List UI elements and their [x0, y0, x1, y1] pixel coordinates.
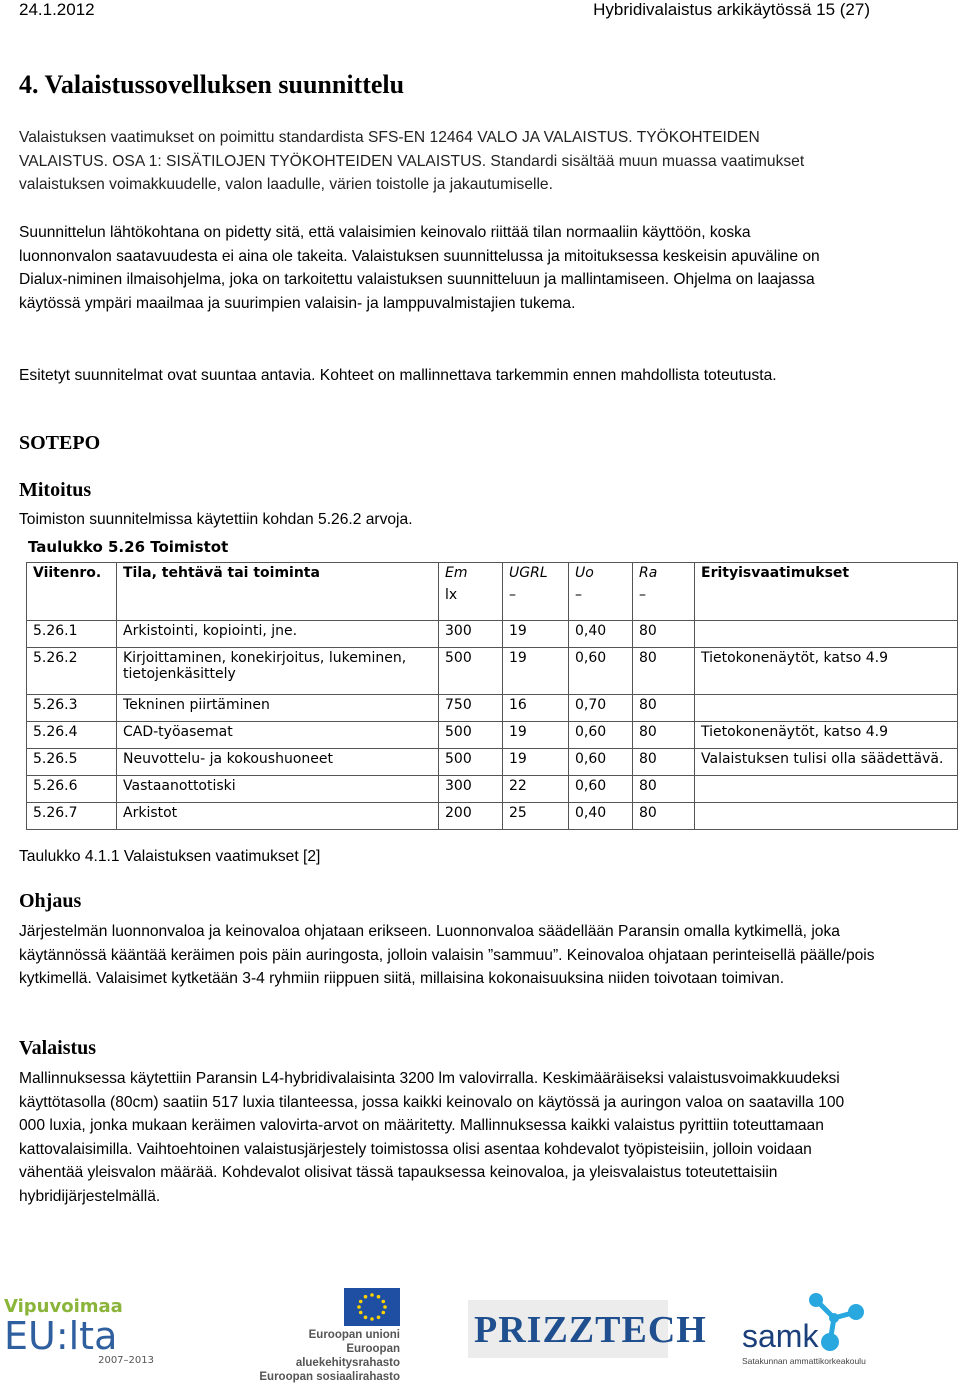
cell-ra: 80: [633, 621, 695, 648]
table-row: [27, 695, 958, 722]
cell-ugr: 19: [503, 749, 569, 776]
cell-ra: 80: [633, 776, 695, 803]
vipuvoimaa-years: 2007–2013: [98, 1355, 154, 1366]
cell-ugr: 22: [503, 776, 569, 803]
cell-uo: 0,70: [569, 695, 633, 722]
cell-ra: 80: [633, 647, 695, 694]
cell-notes: Tietokonenäytöt, katso 4.9: [695, 722, 958, 749]
eu-line: Euroopan aluekehitysrahasto: [295, 1343, 400, 1369]
cell-notes: [695, 776, 958, 803]
cell-ref: 5.26.1: [27, 621, 117, 648]
paragraph-line: VALAISTUS. OSA 1: SISÄTILOJEN TYÖKOHTEIDEN VALAISTUS. Standardi sisältää muun muassa vaatimukset: [19, 152, 805, 170]
prizztech-label: PRIZZTECH: [474, 1309, 707, 1351]
table-row: [27, 621, 958, 648]
vipuvoimaa-logo: [4, 1296, 154, 1366]
cell-ref: 5.26.3: [27, 695, 117, 722]
cell-uo: 0,60: [569, 647, 633, 694]
cell-uo: 0,60: [569, 749, 633, 776]
cell-ref: 5.26.6: [27, 776, 117, 803]
cell-ref: 5.26.2: [27, 647, 117, 694]
vipuvoimaa-label: Vipuvoimaa: [4, 1296, 123, 1317]
cell-task: Tekninen piirtäminen: [117, 695, 439, 722]
samk-sub-label: Satakunnan ammattikorkeakoulu: [742, 1356, 866, 1366]
cell-task: Kirjoittaminen, konekirjoitus, lukeminen, tietojenkäsittely: [117, 647, 439, 694]
eu-flag-icon: [344, 1288, 400, 1326]
cell-uo: 0,40: [569, 621, 633, 648]
table-header-row: [27, 563, 958, 621]
cell-notes: [695, 621, 958, 648]
heading-ohjaus: Ohjaus: [19, 890, 82, 912]
cell-ugr: 19: [503, 722, 569, 749]
header-em-label: Em: [445, 565, 468, 581]
cell-ref: 5.26.7: [27, 803, 117, 830]
cell-task: Arkistot: [117, 803, 439, 830]
cell-ref: 5.26.4: [27, 722, 117, 749]
table-row: [27, 647, 958, 694]
header-ugr-label: UGRL: [509, 565, 548, 581]
cell-em: 200: [439, 803, 503, 830]
header-ugr-unit: –: [509, 587, 516, 603]
cell-ref: 5.26.5: [27, 749, 117, 776]
cell-task: Vastaanottotiski: [117, 776, 439, 803]
header-ugr: [503, 563, 569, 621]
valaistus-text: Mallinnuksessa käytettiin Paransin L4-hybridivalaisinta 3200 lm valovirralla. Keskimääräiseksi valaistusvoimakkuudeksi käyttötasolla (80cm) saatiin 517 luxia tilanteessa, jossa kaikki keinovalo on käytössä ja auringon valoa on saatavilla 100 000 luxia, jonka mukaan keräimen valovirta-arvot on määritetty. Mallinnuksessa kaikki valaistus pyrittiin toteuttamaan kattovalaisimilla. Vaihtoehtoinen valaistusjärjestely toimistossa olisi asentaa kohdevalot työpisteisiin, jolloin voidaan vähentää yleisvalon määrää. Kohdevalot olisivat tässä tapauksessa keinovaloa, ja yleisvalaistus toteutettaisiin hybridijärjestelmällä.: [19, 1070, 845, 1205]
cell-ugr: 16: [503, 695, 569, 722]
cell-em: 300: [439, 621, 503, 648]
header-notes: Erityisvaatimukset: [695, 563, 958, 621]
cell-task: CAD-työasemat: [117, 722, 439, 749]
table-row: [27, 776, 958, 803]
table-caption: Taulukko 5.26 Toimistot: [28, 538, 229, 556]
paragraph-line: Valaistuksen vaatimukset on poimittu standardista SFS-EN 12464 VALO JA VALAISTUS. TYÖKOHTEIDEN: [19, 129, 760, 146]
cell-em: 500: [439, 722, 503, 749]
cell-uo: 0,60: [569, 722, 633, 749]
figure-caption: Taulukko 4.1.1 Valaistuksen vaatimukset [2]: [19, 848, 321, 865]
eu-line: Euroopan sosiaalirahasto: [259, 1371, 400, 1383]
cell-notes: [695, 695, 958, 722]
table-row: [27, 722, 958, 749]
paragraph-line: valaistuksen voimakkuudelle, valon laadulle, värien toistolle ja jakautumiselle.: [19, 176, 553, 193]
cell-uo: 0,60: [569, 776, 633, 803]
prizztech-logo: [468, 1300, 707, 1358]
eu-text: [258, 1328, 400, 1384]
header-em: [439, 563, 503, 621]
cell-task: Neuvottelu- ja kokoushuoneet: [117, 749, 439, 776]
header-date: 24.1.2012: [19, 0, 95, 19]
header-uo-unit: –: [575, 587, 582, 603]
heading-mitoitus: Mitoitus: [19, 479, 92, 501]
table-row: [27, 803, 958, 830]
header-title: Hybridivalaistus arkikäytössä 15 (27): [593, 0, 870, 19]
header-uo-label: Uo: [575, 565, 594, 581]
table-row: [27, 749, 958, 776]
cell-em: 750: [439, 695, 503, 722]
cell-em: 500: [439, 647, 503, 694]
cell-task: Arkistointi, kopiointi, jne.: [117, 621, 439, 648]
cell-notes: Tietokonenäytöt, katso 4.9: [695, 647, 958, 694]
vipuvoimaa-eu-label: EU:lta: [4, 1314, 118, 1358]
heading-sotepo: SOTEPO: [19, 432, 101, 454]
cell-ugr: 19: [503, 647, 569, 694]
cell-uo: 0,40: [569, 803, 633, 830]
header-ra-label: Ra: [639, 565, 658, 581]
ohjaus-text: Järjestelmän luonnonvaloa ja keinovaloa ohjataan erikseen. Luonnonvaloa säädellään Paransin omalla kytkimellä, joka käytännössä kääntää keräimen pois päin auringosta, jolloin valaisin ”sammuu”. Keinovaloa ohjataan perinteisellä päälle/pois kytkimellä. Valaisimet kytketään 3-4 ryhmiin riippuen siitä, millaisina kokonaisuuksina niiden toivotaan toimivan.: [19, 923, 875, 987]
header-ra: [633, 563, 695, 621]
cell-ra: 80: [633, 749, 695, 776]
header-ref: Viitenro.: [27, 563, 117, 621]
header-em-unit: lx: [445, 587, 458, 603]
cell-notes: Valaistuksen tulisi olla säädettävä.: [695, 749, 958, 776]
samk-label: samk: [742, 1318, 819, 1354]
paragraph-disclaimer: Esitetyt suunnitelmat ovat suuntaa antavia. Kohteet on mallinnettava tarkemmin ennen mahdollista toteutusta.: [19, 367, 777, 384]
cell-ra: 80: [633, 803, 695, 830]
requirements-table: [26, 562, 958, 830]
cell-ugr: 25: [503, 803, 569, 830]
cell-notes: [695, 803, 958, 830]
heading-valaistus: Valaistus: [19, 1037, 97, 1059]
cell-em: 300: [439, 776, 503, 803]
cell-ra: 80: [633, 722, 695, 749]
samk-logo: [742, 1290, 892, 1370]
cell-em: 500: [439, 749, 503, 776]
eu-line: Euroopan unioni: [308, 1329, 400, 1341]
mitoitus-text: Toimiston suunnitelmissa käytettiin kohdan 5.26.2 arvoja.: [19, 511, 413, 528]
cell-ra: 80: [633, 695, 695, 722]
cell-ugr: 19: [503, 621, 569, 648]
header-task: Tila, tehtävä tai toiminta: [117, 563, 439, 621]
paragraph-requirements: [19, 126, 944, 197]
paragraph-design-basis: Suunnittelun lähtökohtana on pidetty sitä, että valaisimien keinovalo riittää tilan normaaliin käyttöön, koska luonnonvalon saatavuudesta ei aina ole takeita. Valaistuksen suunnittelussa ja mitoituksessa keskeisin apuväline on Dialux-niminen ilmaisohjelma, joka on tarkoitettu valaistuksen suunnitteluun ja mallintamiseen. Ohjelma on laajassa käytössä ympäri maailmaa ja suurimpien valaisin- ja lamppuvalmistajien tukema.: [19, 224, 820, 312]
section-title: 4. Valaistussovelluksen suunnittelu: [19, 70, 405, 99]
header-uo: [569, 563, 633, 621]
header-ra-unit: –: [639, 587, 646, 603]
